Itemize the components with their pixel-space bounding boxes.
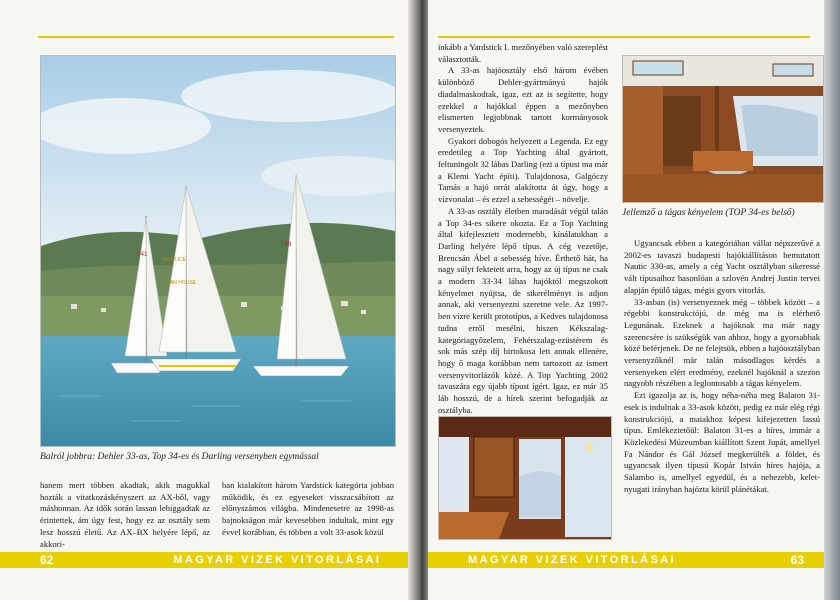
paragraph: Ezt igazolja az is, hogy néha-néha meg Balaton 31-esek is indulnak a 33-asok között, pedig ez már elég régi konstrukciójú, a maiakhoz képest kifejezetten lassú típus. Emlékeztetőül: Balaton 31-es a híres, immár a Közlekedési Múzeumban kiállított Szent Jupát, amellyel Fa Nándor és Gál József megkerülték a földet, és ugyancsak ilyen típusú Kopár István híres hajója, a Salambo is, amellyel egyedül, és a nehezebb, kelet-nyugati irányban hajózta körül plánétákat. <box>624 390 820 494</box>
paragraph: hanem mert többen akadtak, akik magukkal hozták a vitatkozáskényszert az AX-ből, vagy máshonnan. Az idők során lassan lehiggadtak az érintettek, ám úgy fest, hogy ez az osztály sem lesz hosszú életű. Az AX–BX helyére lépő, az akkori- <box>40 480 210 549</box>
sail-label: T41 <box>137 252 148 258</box>
sailing-race-photo <box>40 55 396 447</box>
text-column-1 <box>40 480 210 550</box>
sail-label: T58 <box>281 242 292 248</box>
paragraph: ban kialakított három Yardstick kategória jobban működik, és ez egyeseket visszacsábított az előnyszámos világba. Mindenesetre az 1998-as bajnokságon már kevesebben indultak, mint egy évvel korábban, és többen a volt 33-asok közül <box>222 480 394 537</box>
cabin-berth-illustration <box>439 417 611 539</box>
right-page <box>428 0 824 600</box>
photo-caption: Balról jobbra: Dehler 33-as, Top 34-es és Darling versenyben egymással <box>40 452 319 462</box>
page-edge <box>824 0 840 600</box>
sail-label: VAN HOUSE <box>167 280 197 286</box>
paragraph: Ugyancsak ebben a kategóriában vállat népszerűvé a 2002-es tavaszi budapesti hajókiállításon bemutatott Nautic 330-as, amely a cég Yacht osztályban sikeressé vált típusaihoz hasonlóan a szlovén Andrej Justin tervei alapján épülő tágas, mégis gyors vitorlás. <box>624 238 820 295</box>
photo-caption: Jellemző a tágas kényelem (TOP 34-es belső) <box>622 208 795 218</box>
paragraph: 33-asban (is) versenyeznek még – többek között – a régebbi konstrukciójú, de még ma is elérhető Legunának. Ezeknek a hajóknak ma már nagy szerencsére is szükségük van ahhoz, hogy a gyorsabbak közé beférjenek. De ne felejtsük, ebben a hajóosztályban versenyzőknél már talán másodlagos kérdés a versenyeken elért eredmény, ezeknél hajóknál a szezon nagyobb részében a leglontosabb a tágas kényelem. <box>624 296 820 389</box>
footer-bar <box>0 552 414 568</box>
footer-bar <box>428 552 824 568</box>
page-number: 62 <box>40 553 54 567</box>
top-rule <box>438 36 810 38</box>
text-column-2 <box>624 238 820 495</box>
paragraph: A 33-as osztály életben maradását végül talán a Top 34-es sikere okozta. Ez a Top Yachting által kifejlesztett modernebb, kínálatukban a Darling helyére lépő típus. A cég vezetője, Brencsán Ábel a sebesség híve. Érthető hát, ha nagy súlyt fektetett arra, hogy az új típus ne csak a modern 33-34 lábas hajóktól megszokott kényelmet nyújtsa, de sikerélményt is adjon annak, aki versenyezni szeretne vele. Az 1997-ben vízre került prototípus, a Kedves tulajdonosa tudna erről mesélni, hiszen Kékszalag-kategóriagyőzelem, Fehérszalag-ezüstérem és sok más szép díj birtokosa lett annak ellenére, hogy ő maga korábban nem tartozott az ismert versenyvitorlázók közé. A Top Yachting 2002 tavaszára egy újabb típust ígért. Igaz, ez már 35 láb hosszú, de a hírek szerint befogadják az osztályba. <box>438 205 608 415</box>
page-number: 63 <box>790 553 804 567</box>
paragraph: inkább a Yardstick I. mezőnyében való szereplést választották. <box>438 42 608 64</box>
text-column-1 <box>438 42 608 417</box>
left-page <box>0 0 414 600</box>
top-rule <box>38 36 394 38</box>
sailing-race-illustration <box>41 56 395 446</box>
footer-title: MAGYAR VIZEK VITORLÁSAI <box>173 554 382 566</box>
footer-title: MAGYAR VIZEK VITORLÁSAI <box>468 554 676 566</box>
cabin-interior-illustration <box>623 56 823 202</box>
text-column-2 <box>222 480 394 539</box>
sail-label: NOA LICE <box>163 257 187 263</box>
paragraph: Gyakori dobogós helyezett a Legenda. Ez egy eredetileg a Top Yachting által gyártott, feltuningolt 32 lábas Darling (ezt a típust ma már a Klemi Yacht építi). Tulajdonosa, Galgóczy Tamás a hajó orrát alakította át úgy, hogy a vízvonalat – és ezzel a sebességét – növelje. <box>438 135 608 205</box>
cabin-berth-photo <box>438 416 612 540</box>
paragraph: A 33-as hajóosztály első három évében különböző Dehler-gyártmányú hajók diadalmaskodtak, igaz, ezt az is segítette, hogy ezekkel a hajókkal éppen a mezőnyben elismerten legjobbnak tartott kormányosok versenyeztek. <box>438 65 608 134</box>
cabin-interior-photo <box>622 55 824 203</box>
